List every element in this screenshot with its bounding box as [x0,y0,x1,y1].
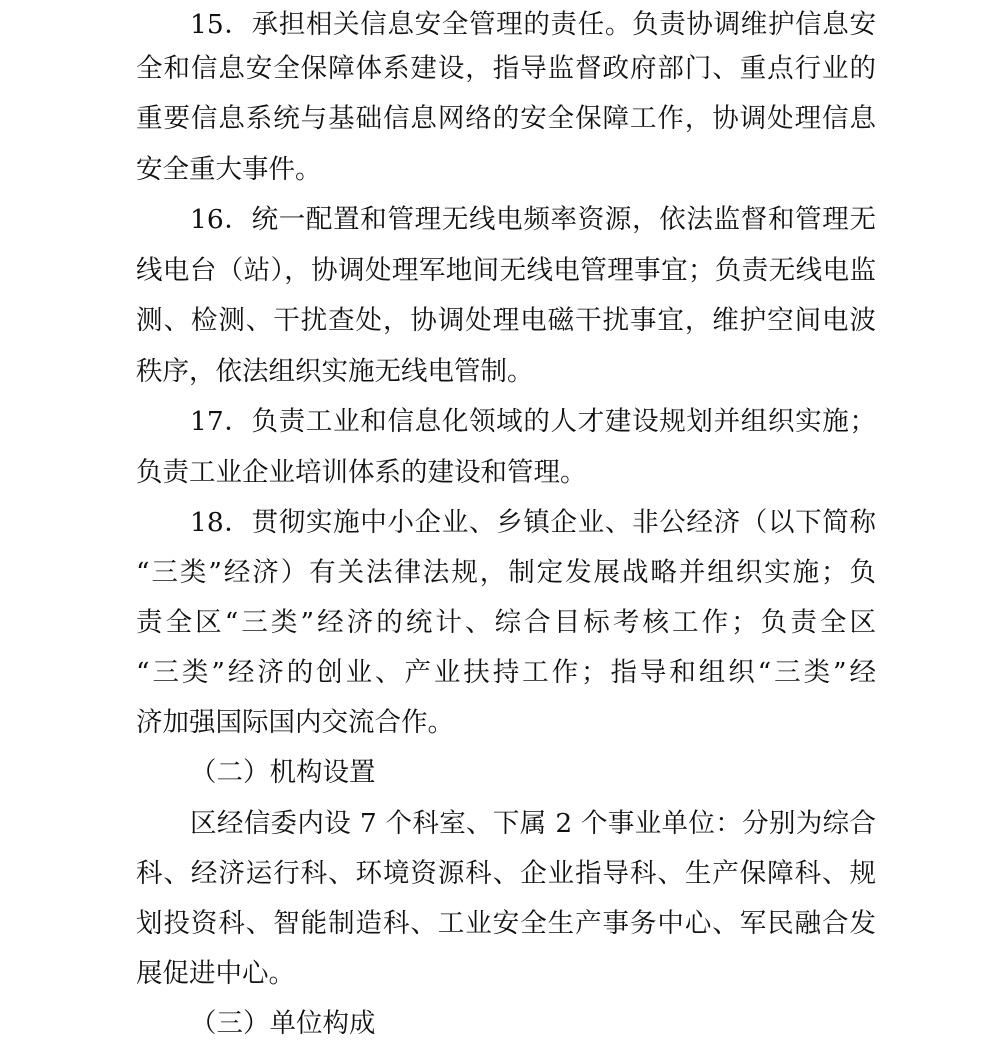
item-18-line-5: 济加强国际国内交流合作。 [136,707,454,738]
item-17-line-1: 17．负责工业和信息化领域的人才建设规划并组织实施； [190,406,876,437]
item-16-line-3: 测、检测、干扰查处，协调处理电磁干扰事宜，维护空间电波 [136,305,876,336]
item-16-line-4: 秩序，依法组织实施无线电管制。 [136,356,534,387]
item-18-line-2: “三类”经济）有关法律法规，制定发展战略并组织实施；负 [136,557,876,588]
item-15-line-3: 重要信息系统与基础信息网络的安全保障工作，协调处理信息 [136,103,876,134]
item-18-line-4: “三类”经济的创业、产业扶持工作；指导和组织“三类”经 [136,657,876,688]
item-18-line-1: 18．贯彻实施中小企业、乡镇企业、非公经济（以下简称 [190,507,876,538]
section-two-line-3: 划投资科、智能制造科、工业安全生产事务中心、军民融合发 [136,908,876,939]
section-three-heading: （三）单位构成 [190,1008,376,1039]
section-two-line-2: 科、经济运行科、环境资源科、企业指导科、生产保障科、规 [136,858,876,889]
section-two-line-4: 展促进中心。 [136,958,295,989]
section-two-line-1: 区经信委内设 7 个科室、下属 2 个事业单位：分别为综合 [190,808,876,839]
section-two-heading: （二）机构设置 [190,757,376,788]
item-15-line-1: 15．承担相关信息安全管理的责任。负责协调维护信息安 [190,9,876,40]
item-17-line-2: 负责工业企业培训体系的建设和管理。 [136,457,587,488]
item-16-line-2: 线电台（站），协调处理军地间无线电管理事宜；负责无线电监 [136,255,876,286]
item-15-line-2: 全和信息安全保障体系建设，指导监督政府部门、重点行业的 [136,53,876,84]
item-16-line-1: 16．统一配置和管理无线电频率资源，依法监督和管理无 [190,204,876,235]
item-15-line-4: 安全重大事件。 [136,154,322,185]
item-18-line-3: 责全区“三类”经济的统计、综合目标考核工作；负责全区 [136,607,876,638]
